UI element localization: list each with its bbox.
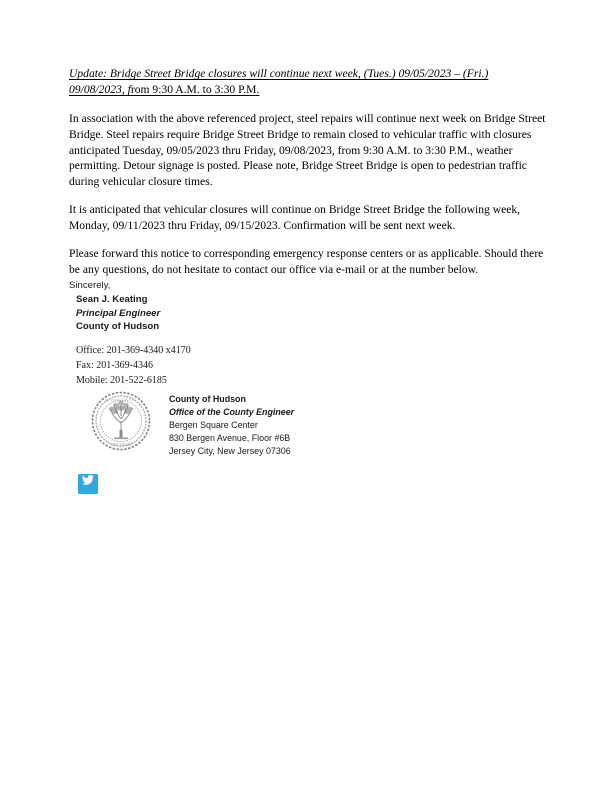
address-office: Office of the County Engineer	[169, 406, 295, 417]
notice-header-roman: rom 9:30 A.M. to 3:30 P.M.	[130, 83, 260, 97]
document-body	[69, 66, 546, 278]
county-seal-icon	[88, 390, 154, 452]
svg-text:HUDSON COUNTY: HUDSON COUNTY	[105, 397, 137, 403]
address-street: 830 Bergen Avenue, Floor #6B	[169, 432, 291, 443]
paragraph-2: It is anticipated that vehicular closures will continue on Bridge Street Bridge the following week, Monday, 09/11/2023 thru Friday, 09/15/2023. Confirmation will be sent next week.	[69, 203, 521, 232]
svg-text:NEW JERSEY: NEW JERSEY	[110, 443, 132, 447]
contact-office: Office: 201-369-4340 x4170	[76, 345, 191, 356]
paragraph-1: In association with the above referenced project, steel repairs will continue next week on Bridge Street Bridge. Steel repairs require Bridge Street Bridge to remain closed to vehicular traffic with closures anticipated Tuesday, 09/05/2023 thru Friday, 09/08/2023, from 9:30 A.M. to 3:30 P.M., weather permitting. Detour signage is posted. Please note, Bridge Street Bridge is open to pedestrian traffic during vehicular closure times.	[69, 112, 546, 188]
contact-fax: Fax: 201-369-4346	[76, 360, 153, 372]
address-block	[169, 390, 294, 458]
signature-salutation: Sincerely,	[69, 280, 111, 291]
notice-header	[69, 66, 546, 98]
address-organization: County of Hudson	[169, 394, 246, 404]
signature-name: Sean J. Keating	[76, 293, 148, 305]
notice-header-italic: Update: Bridge Street Bridge closures will continue next week, (Tues.) 09/05/2023 – (Fri.) 09/08/2023, f	[69, 67, 489, 97]
signature-organization: County of Hudson	[76, 321, 160, 333]
twitter-icon[interactable]	[78, 474, 98, 494]
address-city-state-zip: Jersey City, New Jersey 07306	[169, 445, 291, 456]
social-links	[78, 470, 98, 494]
letterhead	[88, 390, 294, 458]
contact-mobile: Mobile: 201-522-6185	[76, 375, 167, 387]
paragraph-3: Please forward this notice to corresponding emergency response centers or as applicable. Should there be any questions, do not hesitate to contact our office via e-mail or at the number below.	[69, 247, 544, 277]
contact-block	[76, 343, 191, 389]
address-building: Bergen Square Center	[169, 419, 258, 430]
signature-title: Principal Engineer	[76, 307, 161, 319]
signature-block	[69, 279, 160, 334]
